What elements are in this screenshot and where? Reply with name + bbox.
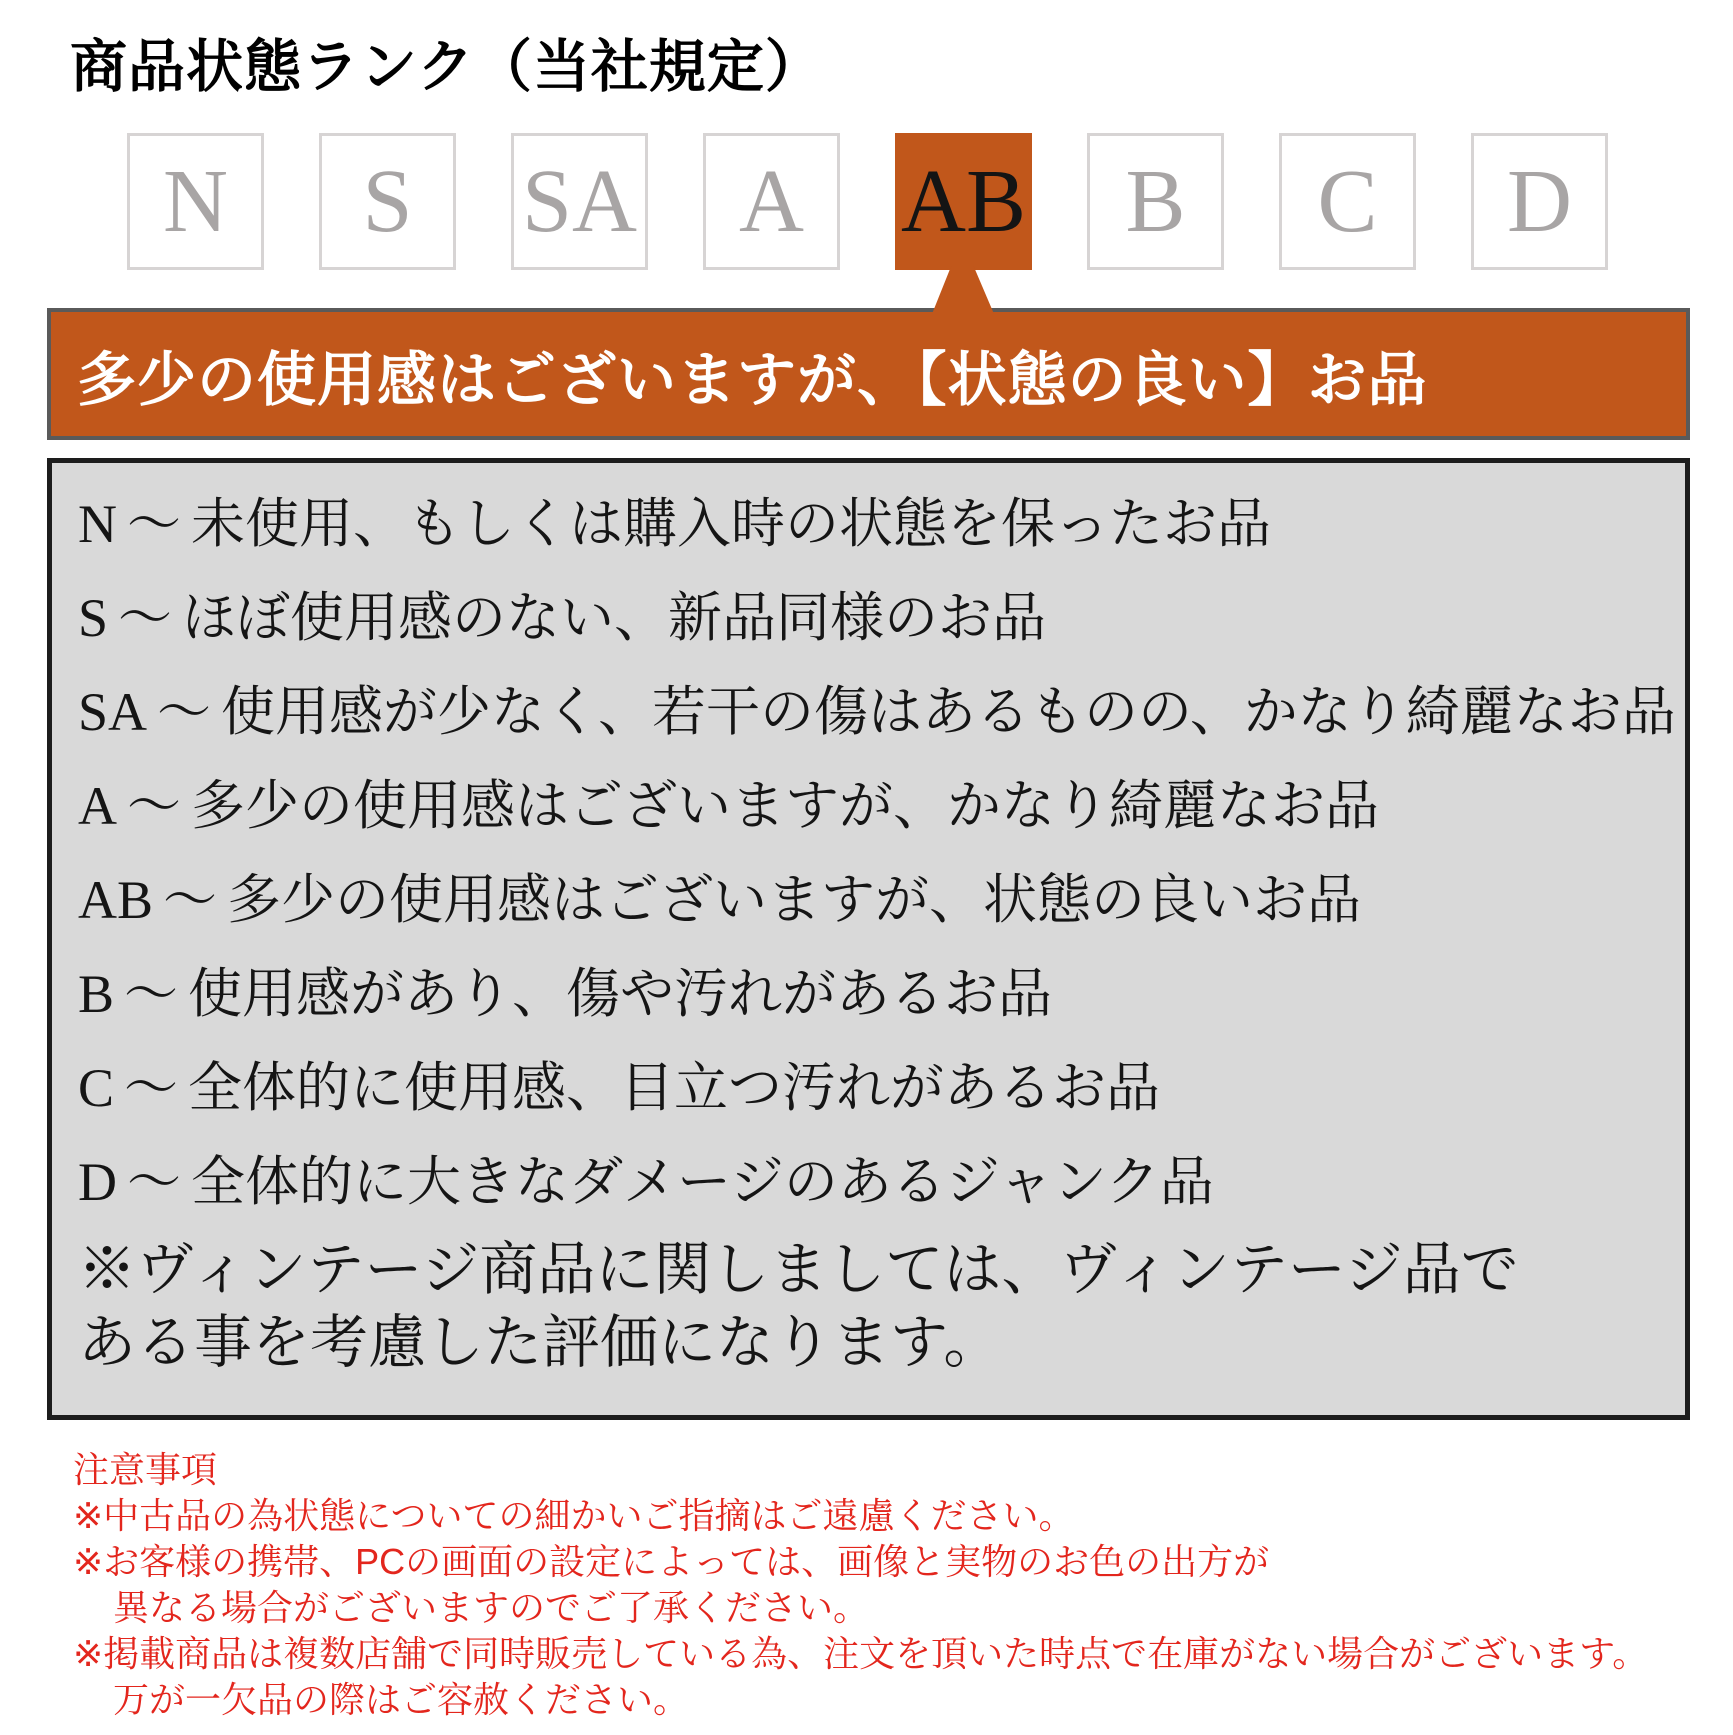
rank-description-text: 未使用、もしくは購入時の状態を保ったお品 <box>191 494 1271 554</box>
rank-box-n <box>127 133 264 270</box>
page-title: 商品状態ランク（当社規定） <box>70 36 823 99</box>
rank-description-text: 多少の使用感はございますが、かなり綺麗なお品 <box>191 776 1379 836</box>
rank-letter: SA <box>521 151 638 251</box>
rank-description-ab <box>78 853 1665 947</box>
rank-letter: AB <box>900 151 1027 251</box>
rank-description-text: ほぼ使用感のない、新品同様のお品 <box>182 588 1047 648</box>
rank-code: AB <box>78 870 154 930</box>
rank-code: B <box>78 964 115 1024</box>
caution-note: ※お客様の携帯、PCの画面の設定によっては、画像と実物のお色の出方が <box>73 1541 1270 1582</box>
tilde-separator: ～ <box>118 588 173 648</box>
selected-rank-pointer-triangle <box>932 266 994 314</box>
tilde-separator: ～ <box>127 1152 181 1212</box>
caution-notes <box>73 1447 1648 1723</box>
rank-code: D <box>78 1152 117 1212</box>
rank-description-n <box>78 477 1665 571</box>
rank-descriptions-panel <box>47 458 1690 1420</box>
rank-letter: N <box>163 151 228 251</box>
selected-rank-banner-text: 多少の使用感はございますが、【状態の良い】お品 <box>77 346 1428 413</box>
rank-description-text: 使用感が少なく、若干の傷はあるものの、かなり綺麗なお品 <box>221 682 1676 742</box>
caution-note: ※中古品の為状態についての細かいご指摘はご遠慮ください。 <box>73 1495 1075 1536</box>
rank-box-d <box>1471 133 1608 270</box>
rank-description-d <box>78 1135 1665 1229</box>
caution-notes-heading: 注意事項 <box>73 1449 218 1490</box>
tilde-separator: ～ <box>127 776 181 836</box>
rank-box-ab-selected <box>895 133 1032 270</box>
rank-box-c <box>1279 133 1416 270</box>
rank-code: N <box>78 494 117 554</box>
rank-box-sa <box>511 133 648 270</box>
rank-description-text: 全体的に大きなダメージのあるジャンク品 <box>191 1152 1214 1212</box>
selected-rank-banner <box>47 308 1690 440</box>
rank-description-b <box>78 947 1665 1041</box>
caution-note-continuation: 異なる場合がございますのでご了承ください。 <box>113 1587 870 1628</box>
rank-letter: A <box>739 151 804 251</box>
rank-code: SA <box>78 682 148 742</box>
rank-description-a <box>78 759 1665 853</box>
tilde-separator: ～ <box>124 964 179 1024</box>
rank-letter: S <box>362 151 413 251</box>
caution-note: ※掲載商品は複数店舗で同時販売している為、注文を頂いた時点で在庫がない場合がございます。 <box>73 1633 1649 1674</box>
rank-letter: C <box>1317 151 1378 251</box>
rank-letter: D <box>1507 151 1572 251</box>
tilde-separator: ～ <box>124 1058 179 1118</box>
rank-code: S <box>78 588 109 648</box>
rank-row <box>127 133 1608 270</box>
rank-description-s <box>78 571 1665 665</box>
rank-code: A <box>78 776 117 836</box>
rank-box-s <box>319 133 456 270</box>
rank-description-text: 多少の使用感はございますが、状態の良いお品 <box>227 870 1362 930</box>
rank-box-a <box>703 133 840 270</box>
tilde-separator: ～ <box>127 494 181 554</box>
tilde-separator: ～ <box>163 870 218 930</box>
rank-letter: B <box>1125 151 1186 251</box>
rank-description-c <box>78 1041 1665 1135</box>
rank-code: C <box>78 1058 115 1118</box>
rank-description-sa <box>78 665 1676 759</box>
rank-description-text: 使用感があり、傷や汚れがあるお品 <box>188 964 1053 1024</box>
caution-note-continuation: 万が一欠品の際はご容赦ください。 <box>113 1679 690 1720</box>
rank-box-b <box>1087 133 1224 270</box>
vintage-note: ※ヴィンテージ商品に関しましては、ヴィンテージ品である事を考慮した評価になります。 <box>78 1237 1519 1375</box>
tilde-separator: ～ <box>157 682 212 742</box>
rank-description-text: 全体的に使用感、目立つ汚れがあるお品 <box>188 1058 1161 1118</box>
